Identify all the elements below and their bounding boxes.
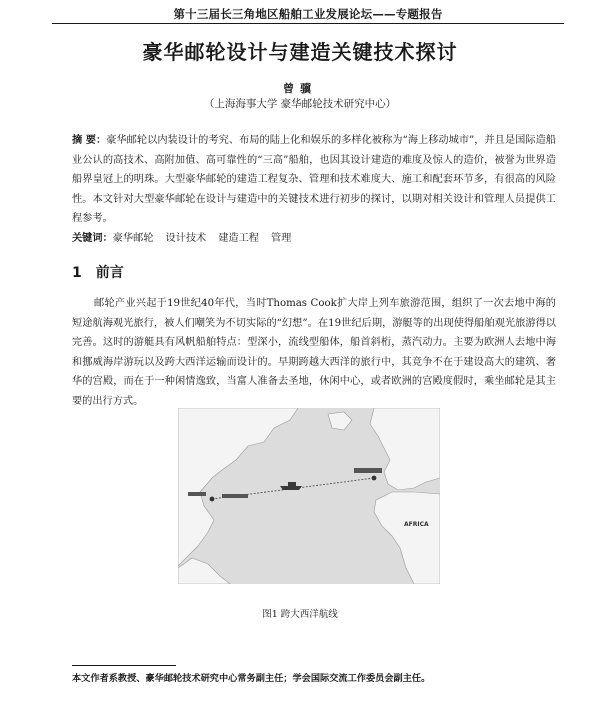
route-label-plate [222, 494, 248, 498]
section-heading [72, 262, 124, 282]
figure-caption: 图1 跨大西洋航线 [262, 609, 338, 620]
africa-label: AFRICA [404, 521, 429, 528]
section-title: 前言 [95, 265, 124, 281]
abstract-label: 摘 要： [72, 134, 107, 146]
ship-funnel [288, 482, 296, 486]
header-rule [52, 23, 564, 24]
section-number: 1 [72, 265, 82, 281]
keyword-item: 豪华邮轮 [112, 233, 154, 244]
origin-port-label-plate [188, 492, 206, 496]
running-header: 第十三届长三角地区船舶工业发展论坛——专题报告 [173, 7, 443, 21]
footnote-rule [72, 665, 176, 666]
keyword-item: 管理 [271, 233, 292, 244]
author-footnote: 本文作者系教授、豪华邮轮技术研究中心常务副主任；学会国际交流工作委员会副主任。 [72, 673, 431, 684]
paper-title: 豪华邮轮设计与建造关键技术探讨 [142, 40, 458, 64]
origin-port-marker [210, 497, 215, 502]
author-affiliation: （上海海事大学 豪华邮轮技术研究中心） [203, 98, 397, 110]
keywords-label: 关键词： [72, 232, 113, 244]
keywords [72, 229, 556, 249]
body-paragraph: 邮轮产业兴起于19世纪40年代，当时Thomas Cook扩大岸上列车旅游范围，组织了一次去地中海的短途航海观光旅行，被人们嘲笑为不切实际的“幻想”。在19世纪后期，游艇等的出现使得船舶观光旅游得以完善。这时的游艇具有风帆船舶特点：型深小，流线型船体，船首斜桁，蒸汽动力。主要为欧洲人去地中海和挪威海岸游玩以及跨大西洋运输而设计的。早期跨越大西洋的旅行中，其竞争不在于建设高大的建筑、奢华的宫殿，而在于一种闲情逸致，当富人准备去圣地，休闲中心，或者欧洲的宫殿度假时，乘坐邮轮是其主要的出行方式。 [72, 298, 556, 407]
destination-port-marker [372, 476, 377, 481]
keyword-item: 建造工程 [218, 233, 259, 244]
abstract [72, 131, 556, 229]
atlantic-route-map [178, 408, 440, 584]
keyword-item: 设计技术 [165, 233, 207, 244]
destination-port-label-plate [354, 468, 382, 473]
ship-icon [280, 486, 302, 490]
author-name: 曾骥 [283, 82, 317, 95]
abstract-text: 豪华邮轮以内装设计的考究、布局的陆上化和娱乐的多样化被称为“海上移动城市”，并且是国际造船业公认的高技术、高附加值、高可靠性的“三高”船舶，也因其设计建造的难度及惊人的造价，被誉为世界造船界皇冠上的明珠。大型豪华邮轮的建造工程复杂、管理和技术难度大、施工和配套环节多，有很高的风险性。本文针对大型豪华邮轮在设计与建造中的关键技术进行初步的探讨，以期对相关设计和管理人员提供工程参考。 [72, 135, 556, 225]
